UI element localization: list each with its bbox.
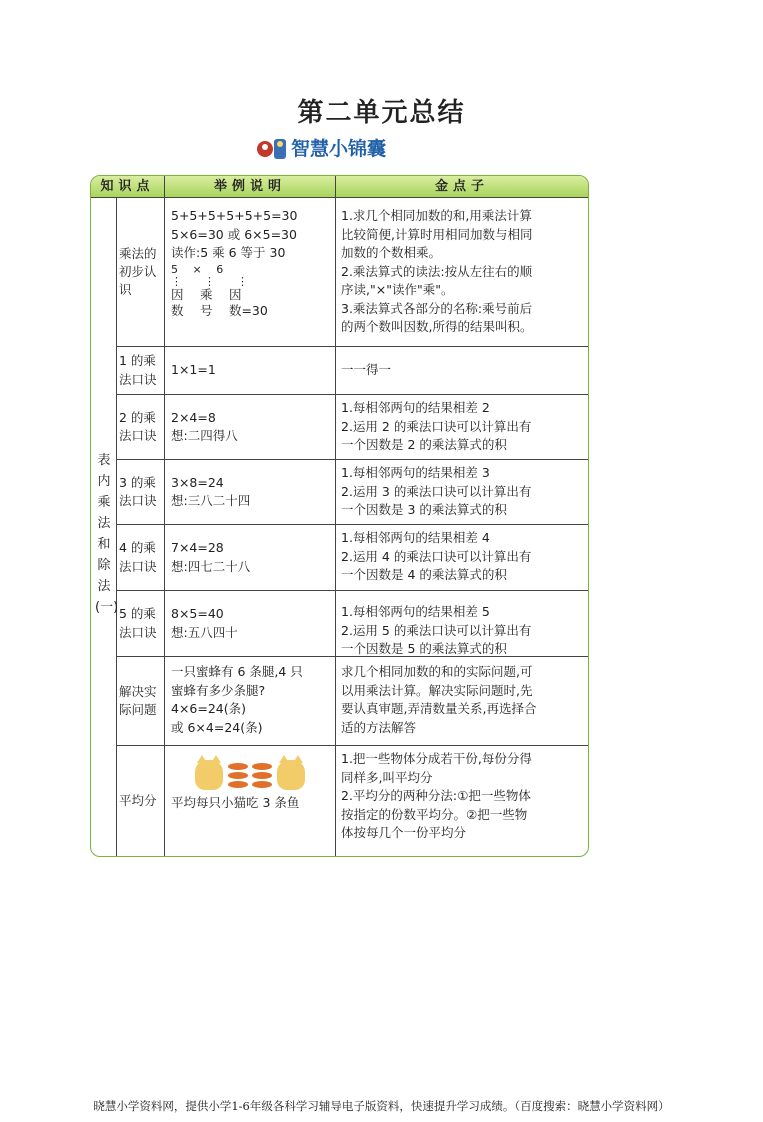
table-row [117,591,588,657]
tip-line: 2.运用 3 的乘法口诀可以计算出有 [341,483,532,499]
topic-cell: 解决实际问题 [117,657,165,745]
example-line: 1×1=1 [171,362,216,378]
example-cell [165,395,336,459]
cats-fish-illustration [171,760,329,790]
topic-cell: 4 的乘法口诀 [117,525,165,590]
tip-line: 的两个数叫因数,所得的结果叫积。 [341,319,533,334]
tip-line: 1.把一些物体分成若干份,每份分得 [341,751,532,766]
cat-icon [195,760,223,790]
cat-icon [277,760,305,790]
tip-line: 一一得一 [341,362,392,378]
tip-line: 要认真审题,弄清数量关系,再选择合 [341,701,537,716]
topic-cell: 乘法的初步认识 [117,197,165,346]
tip-line: 1.求几个相同加数的和,用乘法计算 [341,208,532,223]
topic-cell: 3 的乘法口诀 [117,460,165,524]
tip-line: 2.平均分的两种分法:①把一些物体 [341,788,531,803]
example-line: 8×5=40 [171,606,224,621]
example-line: 7×4=28 [171,540,224,555]
example-line: 想:五八四十 [171,624,238,640]
subtitle-banner [256,134,386,161]
tip-cell [336,591,588,656]
example-cell [165,525,336,590]
tip-cell [336,525,588,590]
table-row [117,460,588,525]
table-row [117,395,588,460]
example-line: 想:四七二十八 [171,558,251,574]
tip-line: 1.每相邻两句的结果相差 3 [341,465,490,480]
tip-line: 2.乘法算式的读法:按从左往右的顺 [341,263,533,279]
tip-cell [336,460,588,524]
tip-line: 2.运用 5 的乘法口诀可以计算出有 [341,622,532,638]
example-cell [165,746,336,856]
mascot-icon [256,135,288,161]
tip-cell [336,395,588,459]
tip-line: 一个因数是 3 的乘法算式的积 [341,502,507,517]
example-line: 因 乘 因 [171,286,242,302]
example-line: 5 × 6 [171,262,224,276]
tip-line: 体按每几个一份平均分 [341,825,467,840]
fish-group-icon [228,761,248,790]
table-header [91,176,588,198]
side-category-label: 表内乘法和除法(一) [95,453,119,615]
tip-line: 序读,"×"读作"乘"。 [341,282,454,297]
example-line: 平均每只小猫吃 3 条鱼 [171,795,300,810]
topic-cell: 5 的乘法口诀 [117,591,165,656]
example-line: 数 号 数=30 [171,302,268,318]
example-cell [165,657,336,745]
tip-cell [336,657,588,745]
example-line: 蜜蜂有多少条腿? [171,682,266,698]
tip-line: 按指定的份数平均分。②把一些物 [341,806,528,822]
example-cell [165,460,336,524]
tip-line: 比较简便,计算时用相同加数与相同 [341,226,533,242]
example-line: 5×6=30 或 6×5=30 [171,226,297,242]
tip-line: 1.每相邻两句的结果相差 4 [341,530,490,545]
example-line: ⋮ ⋮ ⋮ [171,274,248,288]
tip-line: 2.运用 4 的乘法口诀可以计算出有 [341,548,532,564]
topic-cell: 平均分 [117,746,165,856]
example-cell [165,197,336,346]
tip-line: 一个因数是 5 的乘法算式的积 [341,641,507,656]
tip-line: 适的方法解答 [341,719,417,735]
example-line: 4×6=24(条) [171,701,247,716]
table-row [117,197,588,347]
tip-line: 以用乘法计算。解决实际问题时,先 [341,682,533,698]
tip-line: 1.每相邻两句的结果相差 5 [341,604,490,619]
example-cell [165,591,336,656]
tip-line: 1.每相邻两句的结果相差 2 [341,400,490,415]
example-line: 读作:5 乘 6 等于 30 [171,245,286,260]
example-line: 3×8=24 [171,474,224,490]
example-line: 2×4=8 [171,409,216,425]
tip-line: 一个因数是 4 的乘法算式的积 [341,567,507,582]
tip-line: 2.运用 2 的乘法口诀可以计算出有 [341,418,532,434]
page-title: 第二单元总结 [297,98,466,128]
fish-group-icon [252,761,272,790]
tip-line: 求几个相同加数的和的实际问题,可 [341,664,533,679]
summary-table [90,175,589,857]
tip-cell [336,347,588,394]
tip-cell [336,197,588,346]
tip-line: 加数的个数相乘。 [341,245,442,260]
example-line: 一只蜜蜂有 6 条腿,4 只 [171,664,303,679]
example-cell [165,347,336,394]
tip-line: 一个因数是 2 的乘法算式的积 [341,437,507,452]
table-row [117,347,588,395]
tip-cell [336,746,588,856]
table-row [117,657,588,746]
footer-note: 晓慧小学资料网，提供小学1-6年级各科学习辅导电子版资料，快速提升学习成绩。（百度搜索：晓慧小学资料网） [93,1099,670,1113]
header-tip: 金点子 [434,179,489,194]
example-line: 想:二四得八 [171,428,238,443]
header-topic: 知识点 [91,176,165,197]
side-category [91,197,117,856]
table-row [117,525,588,591]
table-row [117,746,588,856]
example-line: 5+5+5+5+5+5=30 [171,208,298,223]
tip-line: 3.乘法算式各部分的名称:乘号前后 [341,300,533,316]
example-line: 或 6×4=24(条) [171,719,263,735]
subtitle-text: 智慧小锦囊 [291,138,387,160]
example-line: 想:三八二十四 [171,493,251,508]
topic-cell: 1 的乘法口诀 [117,347,165,394]
header-example: 举例说明 [165,176,336,197]
topic-cell: 2 的乘法口诀 [117,395,165,459]
tip-line: 同样多,叫平均分 [341,769,433,785]
